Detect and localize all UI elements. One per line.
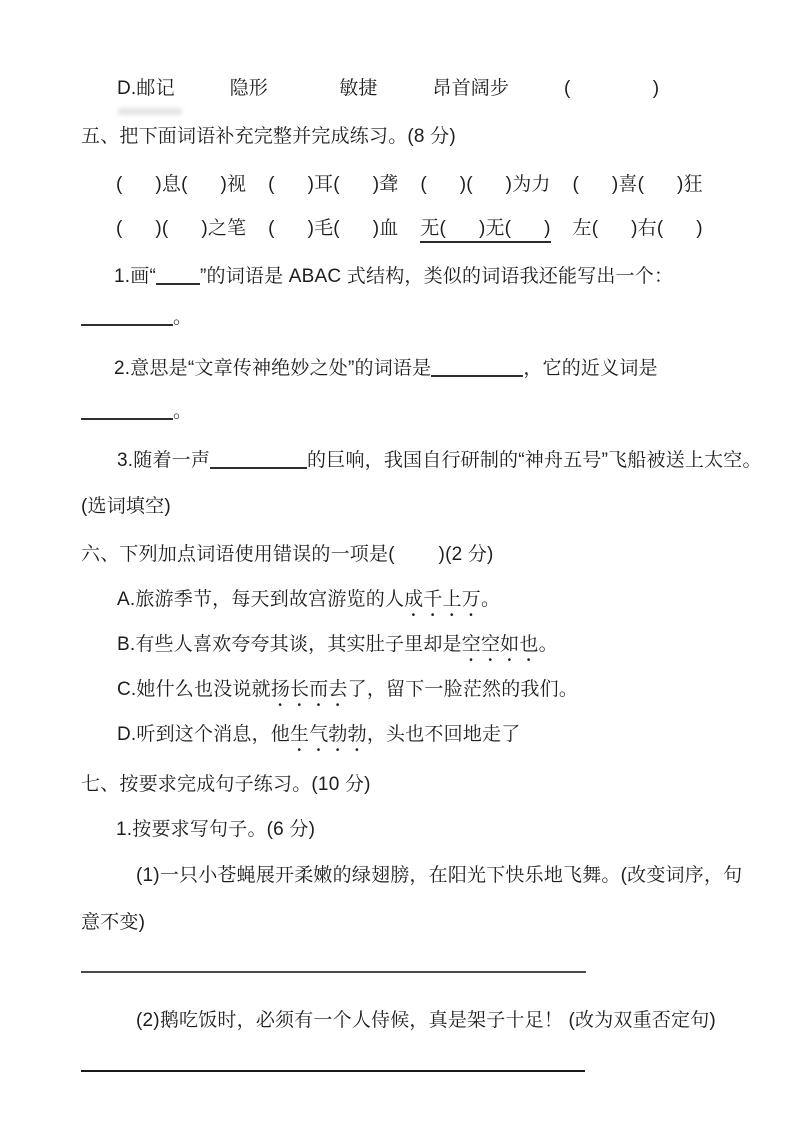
section7-question1-line2: 意不变)	[81, 912, 146, 933]
section6-option-c	[117, 677, 578, 711]
option-c-post: 了，留下一脸茫然的我们。	[347, 679, 579, 700]
option-b-post: 。	[538, 634, 558, 655]
scan-artifact-smudge	[118, 108, 182, 115]
section5-heading: 五、把下面词语补充完整并完成练习。(8 分)	[81, 126, 456, 147]
section6-option-d	[117, 722, 520, 756]
option-d-pre: D.听到这个消息，他	[117, 724, 291, 745]
section6-option-b	[117, 632, 558, 666]
question4-option-d-row: D.邮记 隐形 敏捷 昂首阔步 ( )	[117, 78, 660, 99]
section5-question3-note: (选词填空)	[81, 496, 171, 517]
section5-question3	[117, 448, 762, 473]
q1-inline-blank	[156, 266, 200, 285]
option-a-pre: A.旅游季节，每天到故宫游览的人	[117, 589, 405, 610]
idiom-row2-head: ( )( )之笔 ( )毛( )血	[116, 218, 421, 239]
q2-text-pre: 2.意思是“文章传神绝妙之处”的词语是	[114, 358, 432, 379]
q1-answer-blank	[81, 307, 173, 326]
q2-answer-blank	[81, 401, 173, 420]
option-a-post: 。	[480, 589, 501, 610]
section6-option-a	[117, 587, 500, 621]
q3-text-pre: 3.随着一声	[117, 450, 211, 471]
section5-question2-answer-line	[81, 399, 192, 424]
option-d-emphasized-word: 生气勃勃	[290, 724, 367, 745]
q3-inline-blank	[210, 450, 307, 469]
q2-answer-period: 。	[173, 401, 193, 422]
option-d-post: ，头也不回地走了	[366, 724, 521, 745]
option-b-emphasized-word: 空空如也	[461, 634, 539, 655]
section5-question2	[114, 356, 658, 381]
option-c-emphasized-word: 扬长而去	[270, 679, 348, 700]
section5-idiom-row-2	[116, 216, 703, 241]
section5-question1	[114, 264, 673, 289]
section7-question1-line1: (1)一只小苍蝇展开柔嫩的绿翅膀，在阳光下快乐地飞舞。(改变词序，句	[136, 865, 743, 886]
idiom-row2-underlined-group: 无( )无( )	[420, 218, 550, 243]
q1-answer-period: 。	[173, 307, 193, 328]
section5-idiom-row-1: ( )息( )视 ( )耳( )聋 ( )( )为力 ( )喜( )狂	[116, 174, 703, 195]
answer-rule-1	[81, 971, 586, 973]
section5-question1-answer-line	[81, 305, 192, 330]
q1-text-pre: 1.画“	[114, 266, 156, 287]
q2-inline-blank	[431, 358, 523, 377]
q2-text-post: ，它的近义词是	[523, 358, 658, 379]
option-a-emphasized-word: 成千上万	[404, 589, 481, 610]
option-b-pre: B.有些人喜欢夸夸其谈，其实肚子里却是	[117, 634, 462, 655]
q3-text-post: 的巨响，我国自行研制的“神舟五号”飞船被送上太空。	[307, 450, 762, 471]
option-c-pre: C.她什么也没说就	[117, 679, 271, 700]
section6-heading: 六、下列加点词语使用错误的一项是( )(2 分)	[81, 544, 494, 565]
section7-sub-heading: 1.按要求写句子。(6 分)	[116, 819, 316, 840]
section7-heading: 七、按要求完成句子练习。(10 分)	[81, 774, 371, 795]
section7-question2-line: (2)鹅吃饭时，必须有一个人侍候，真是架子十足！ (改为双重否定句)	[136, 1010, 716, 1031]
answer-rule-2	[81, 1070, 585, 1072]
idiom-row2-tail: 左( )右( )	[550, 218, 703, 239]
q1-text-post: ”的词语是 ABAC 式结构，类似的词语我还能写出一个：	[199, 266, 674, 287]
